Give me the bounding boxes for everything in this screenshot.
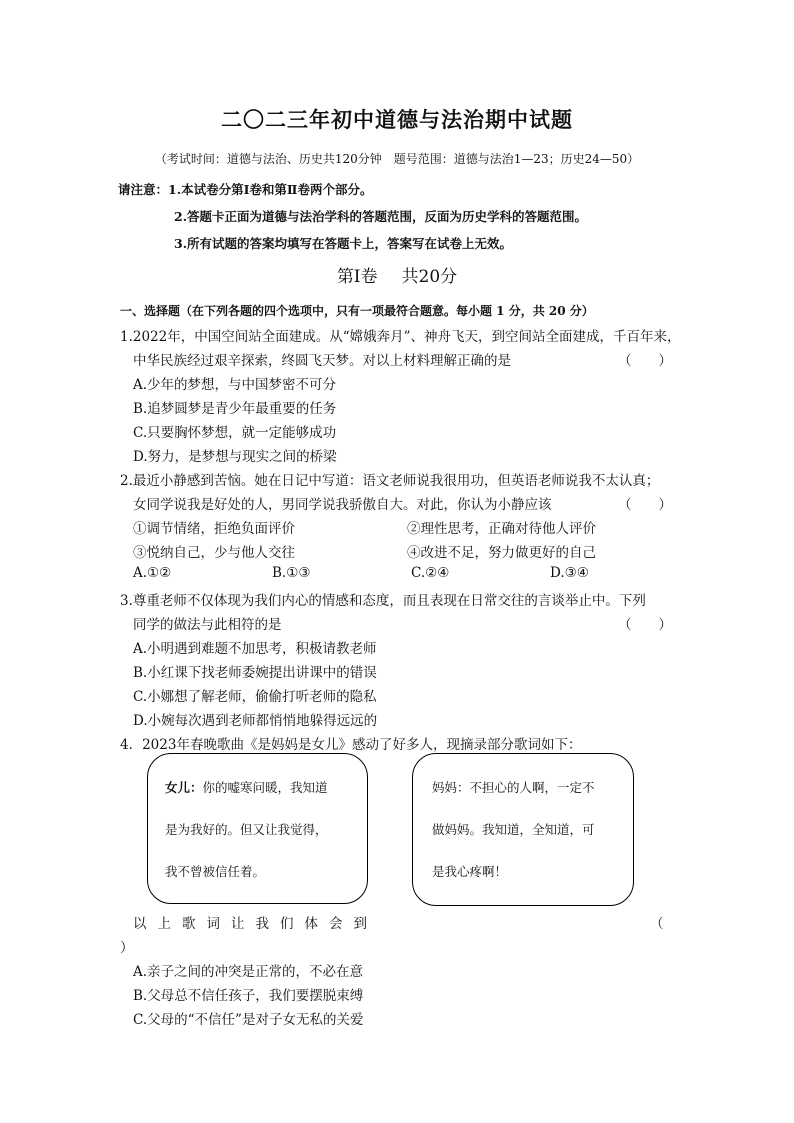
q2-item-4: ④改进不足，努力做更好的自己 [407,545,596,561]
daughter-label: 女儿： [165,780,203,795]
exam-subtitle: （考试时间：道德与法治、历史共120分钟 题号范围：道德与法治1—23；历史24—50） [154,152,640,166]
q3-line-1: 3.尊重老师不仅体现为我们内心的情感和态度，而且表现在日常交往的言谈举止中。下列 [120,593,646,609]
q4-paren-open: （ [650,916,664,932]
q3-answer-paren: （ ） [618,617,672,633]
q3-option-c: C.小娜想了解老师，偷偷打听老师的隐私 [133,689,377,705]
notes-label: 请注意： [118,182,169,197]
q3-option-d: D.小婉每次遇到老师都悄悄地躲得远远的 [133,713,378,729]
q1-option-d: D.努力，是梦想与现实之间的桥梁 [133,449,337,465]
q2-line-2: 女同学说我是好处的人，男同学说我骄傲自大。对此，你认为小静应该 [133,497,552,513]
q4-option-c: C.父母的“不信任”是对子女无私的关爱 [133,1012,364,1028]
section-name: 第Ⅰ卷 [336,267,378,287]
q1-option-a: A.少年的梦想，与中国梦密不可分 [133,377,337,393]
q2-answer-paren: （ ） [618,497,672,513]
q1-line-2: 中华民族经过艰辛探索，终圆飞天梦。对以上材料理解正确的是 [133,353,511,369]
mother-lyric-3: 是我心疼啊！ [432,864,508,879]
q4-paren-close: ） [120,940,134,956]
q2-option-a: A.①② [133,565,172,581]
section-heading [0,262,794,287]
note-1: 1.本试卷分第Ⅰ卷和第Ⅱ卷两个部分。 [168,182,373,197]
daughter-lyric-1-text: 你的嘘寒问暖，我知道 [202,780,328,795]
q1-line-1: 1.2022年，中国空间站全面建成。从“嫦娥奔月”、神舟飞天，到空间站全面建成，千百年来， [120,329,681,345]
q4-option-a: A.亲子之间的冲突是正常的，不必在意 [133,964,364,980]
q2-option-d: D.③④ [550,565,589,581]
q4-option-b: B.父母总不信任孩子，我们要摆脱束缚 [133,988,364,1004]
note-2: 2.答题卡正面为道德与法治学科的答题范围，反面为历史学科的答题范围。 [174,209,588,224]
q1-option-c: C.只要胸怀梦想，就一定能够成功 [133,425,337,441]
daughter-lyrics-box [147,753,368,904]
notes-line-1 [118,180,372,198]
q2-line-1: 2.最近小静感到苦恼。她在日记中写道：语文老师说我很用功，但英语老师说我不太认真； [120,473,660,489]
q2-option-b: B.①③ [272,565,311,581]
q4-stem: 以上歌词让我们体会到 [133,916,378,932]
note-3: 3.所有试题的答案均填写在答题卡上，答案写在试卷上无效。 [174,236,513,251]
mother-lyrics-box [412,753,634,906]
q3-line-2: 同学的做法与此相符的是 [133,617,282,633]
mother-lyric-2: 做妈妈。我知道，全知道，可 [432,822,595,837]
exam-title: 二〇二三年初中道德与法治期中试题 [221,108,573,132]
q3-option-a: A.小明遇到难题不加思考，积极请教老师 [133,641,377,657]
q3-option-b: B.小红课下找老师委婉提出讲课中的错误 [133,665,377,681]
daughter-lyric-1 [165,778,328,796]
q1-answer-paren: （ ） [618,353,672,369]
q2-item-2: ②理性思考，正确对待他人评价 [407,521,596,537]
q1-option-b: B.追梦圆梦是青少年最重要的任务 [133,401,337,417]
q2-option-c: C.②④ [411,565,450,581]
q2-item-3: ③悦纳自己，少与他人交往 [133,545,295,561]
part-heading: 一、选择题（在下列各题的四个选项中，只有一项最符合题意。每小题 1 分，共 20 分） [120,304,594,318]
q2-item-1: ①调节情绪，拒绝负面评价 [133,521,295,537]
mother-lyric-1: 妈妈：不担心的人啊，一定不 [432,780,595,795]
q4-line-1: 4．2023年春晚歌曲《是妈妈是女儿》感动了好多人，现摘录部分歌词如下： [120,737,582,753]
daughter-lyric-3: 我不曾被信任着。 [165,864,266,879]
daughter-lyric-2: 是为我好的。但又让我觉得， [165,822,328,837]
section-score: 共20分 [401,267,458,287]
